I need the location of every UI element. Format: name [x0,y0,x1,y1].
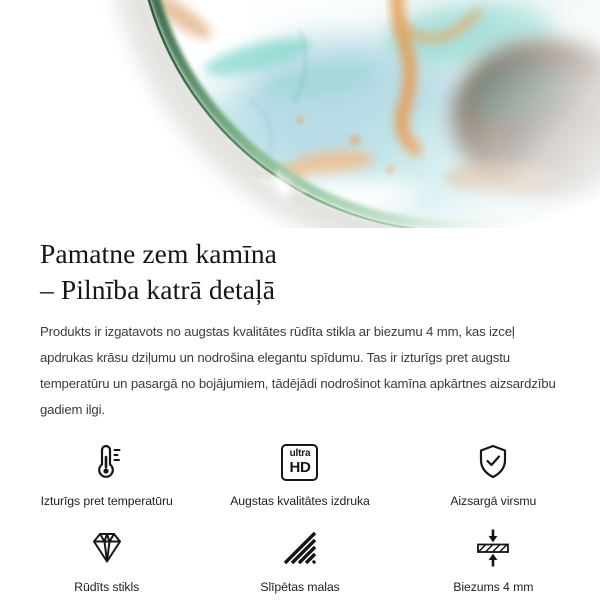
feature-label: Slīpētas malas [260,580,340,594]
feature-label: Augstas kvalitātes izdruka [230,494,370,508]
thermometer-icon [87,439,127,485]
uhd-text-bottom: HD [289,459,311,476]
feature-thickness [397,525,590,595]
glass-panel-photo [0,0,600,228]
shield-check-icon [473,439,513,485]
uhd-text-top: ultra [289,448,311,459]
feature-print-quality [203,439,396,509]
page-title-line2: – Pilnība katrā detaļā [40,274,276,305]
feature-polished-edges [203,525,396,595]
feature-protection [397,439,590,509]
diamond-icon [87,525,127,571]
feature-temperature [10,439,203,509]
product-description: Produkts ir izgatavots no augstas kvalitātes rūdīta stikla ar biezumu 4 mm, kas izceļ apdrukas krāsu dziļumu un nodrošina elegantu spīdumu. Tas ir izturīgs pret augstu temperatūru un pasargā no bojājumiem, tādējādi nodrošinot kamīna apkārtnes aizsardzību gadiem ilgi. [40,324,556,417]
product-image [0,0,600,228]
thickness-icon [473,525,513,571]
feature-label: Aizsargā virsmu [450,494,537,508]
feature-label: Rūdīts stikls [74,580,140,594]
feature-label: Izturīgs pret temperatūru [40,494,173,508]
page-title [40,236,560,308]
ultra-hd-icon [281,439,318,485]
page-title-line1: Pamatne zem kamīna [40,238,277,269]
feature-label: Biezums 4 mm [453,580,534,594]
beveled-edges-icon [280,525,320,571]
feature-tempered-glass [10,525,203,595]
features-grid [0,439,600,595]
